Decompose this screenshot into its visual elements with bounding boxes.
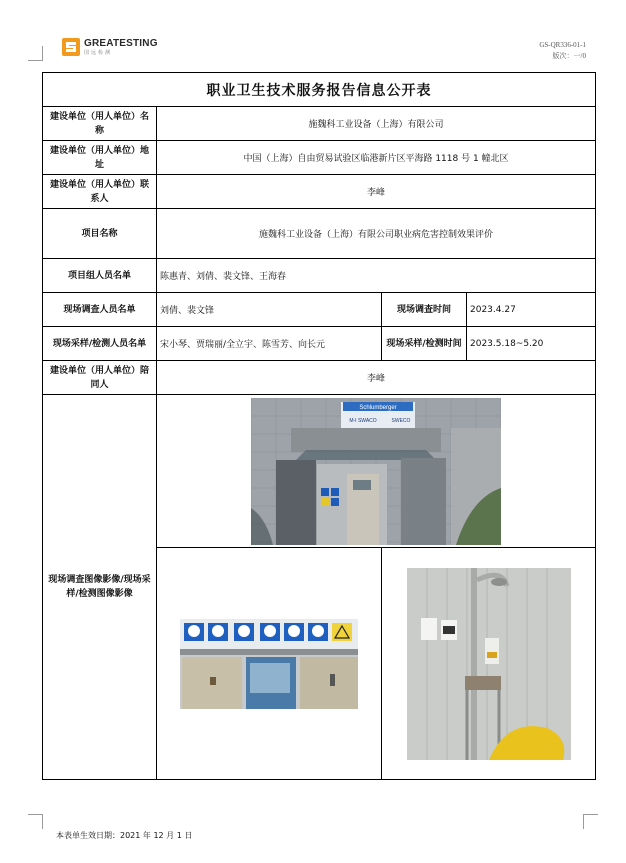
info-table bbox=[42, 72, 596, 780]
address-value: 中国（上海）自由贸易试验区临港新片区平海路 1118 号 1 幢北区 bbox=[157, 141, 596, 175]
escort-value: 李峰 bbox=[157, 361, 596, 395]
sampling-staff-label: 现场采样/检测人员名单 bbox=[43, 327, 157, 361]
images-label: 现场调查图像影像/现场采样/检测图像影像 bbox=[43, 395, 157, 780]
survey-staff-label: 现场调查人员名单 bbox=[43, 293, 157, 327]
company-logo bbox=[62, 38, 158, 56]
contact-value: 李峰 bbox=[157, 175, 596, 209]
photo-cell-bottom-right bbox=[382, 548, 596, 780]
sign-brand-2: M-I SWACO bbox=[349, 417, 377, 424]
sign-brand-3: SWECO bbox=[391, 417, 411, 424]
logo-subtitle: 国远检测 bbox=[84, 49, 113, 56]
contact-label: 建设单位（用人单位）联系人 bbox=[43, 175, 157, 209]
photo-cell-bottom-left bbox=[157, 548, 382, 780]
unit-name-value: 施魏科工业设备（上海）有限公司 bbox=[157, 107, 596, 141]
building-entrance-photo bbox=[251, 398, 501, 545]
project-name-label: 项目名称 bbox=[43, 209, 157, 259]
sampling-time-label: 现场采样/检测时间 bbox=[382, 327, 467, 361]
document-number: GS-QR336-01-1 bbox=[539, 41, 586, 49]
crop-mark-bottom-left bbox=[28, 814, 43, 829]
emergency-shower-photo bbox=[407, 568, 571, 760]
address-label: 建设单位（用人单位）地址 bbox=[43, 141, 157, 175]
crop-mark-bottom-right bbox=[583, 814, 598, 829]
sampling-staff-value: 宋小琴、贾瑞丽/全立宇、陈雪芳、向长元 bbox=[157, 327, 382, 361]
safety-signs-photo bbox=[180, 619, 358, 709]
sign-brand-1: Schlumberger bbox=[359, 404, 397, 411]
unit-name-label: 建设单位（用人单位）名称 bbox=[43, 107, 157, 141]
project-name-value: 施魏科工业设备（上海）有限公司职业病危害控制效果评价 bbox=[157, 209, 596, 259]
page-title: 职业卫生技术服务报告信息公开表 bbox=[43, 73, 596, 107]
photo-cell-top bbox=[157, 395, 596, 548]
survey-staff-value: 刘倩、裴文锋 bbox=[157, 293, 382, 327]
survey-time-value: 2023.4.27 bbox=[467, 293, 596, 327]
footer-effective-date: 本表单生效日期：2021 年 12 月 1 日 bbox=[56, 831, 193, 840]
logo-mark-icon bbox=[62, 38, 80, 56]
escort-label: 建设单位（用人单位）陪同人 bbox=[43, 361, 157, 395]
document-number-block bbox=[539, 40, 586, 62]
logo-name: GREATESTING bbox=[84, 37, 158, 49]
sampling-time-value: 2023.5.18~5.20 bbox=[467, 327, 596, 361]
document-version: 版次：一/0 bbox=[552, 52, 586, 60]
survey-time-label: 现场调查时间 bbox=[382, 293, 467, 327]
crop-mark-top-left bbox=[28, 46, 43, 61]
project-members-label: 项目组人员名单 bbox=[43, 259, 157, 293]
project-members-value: 陈惠青、刘倩、裴文锋、王海春 bbox=[157, 259, 596, 293]
